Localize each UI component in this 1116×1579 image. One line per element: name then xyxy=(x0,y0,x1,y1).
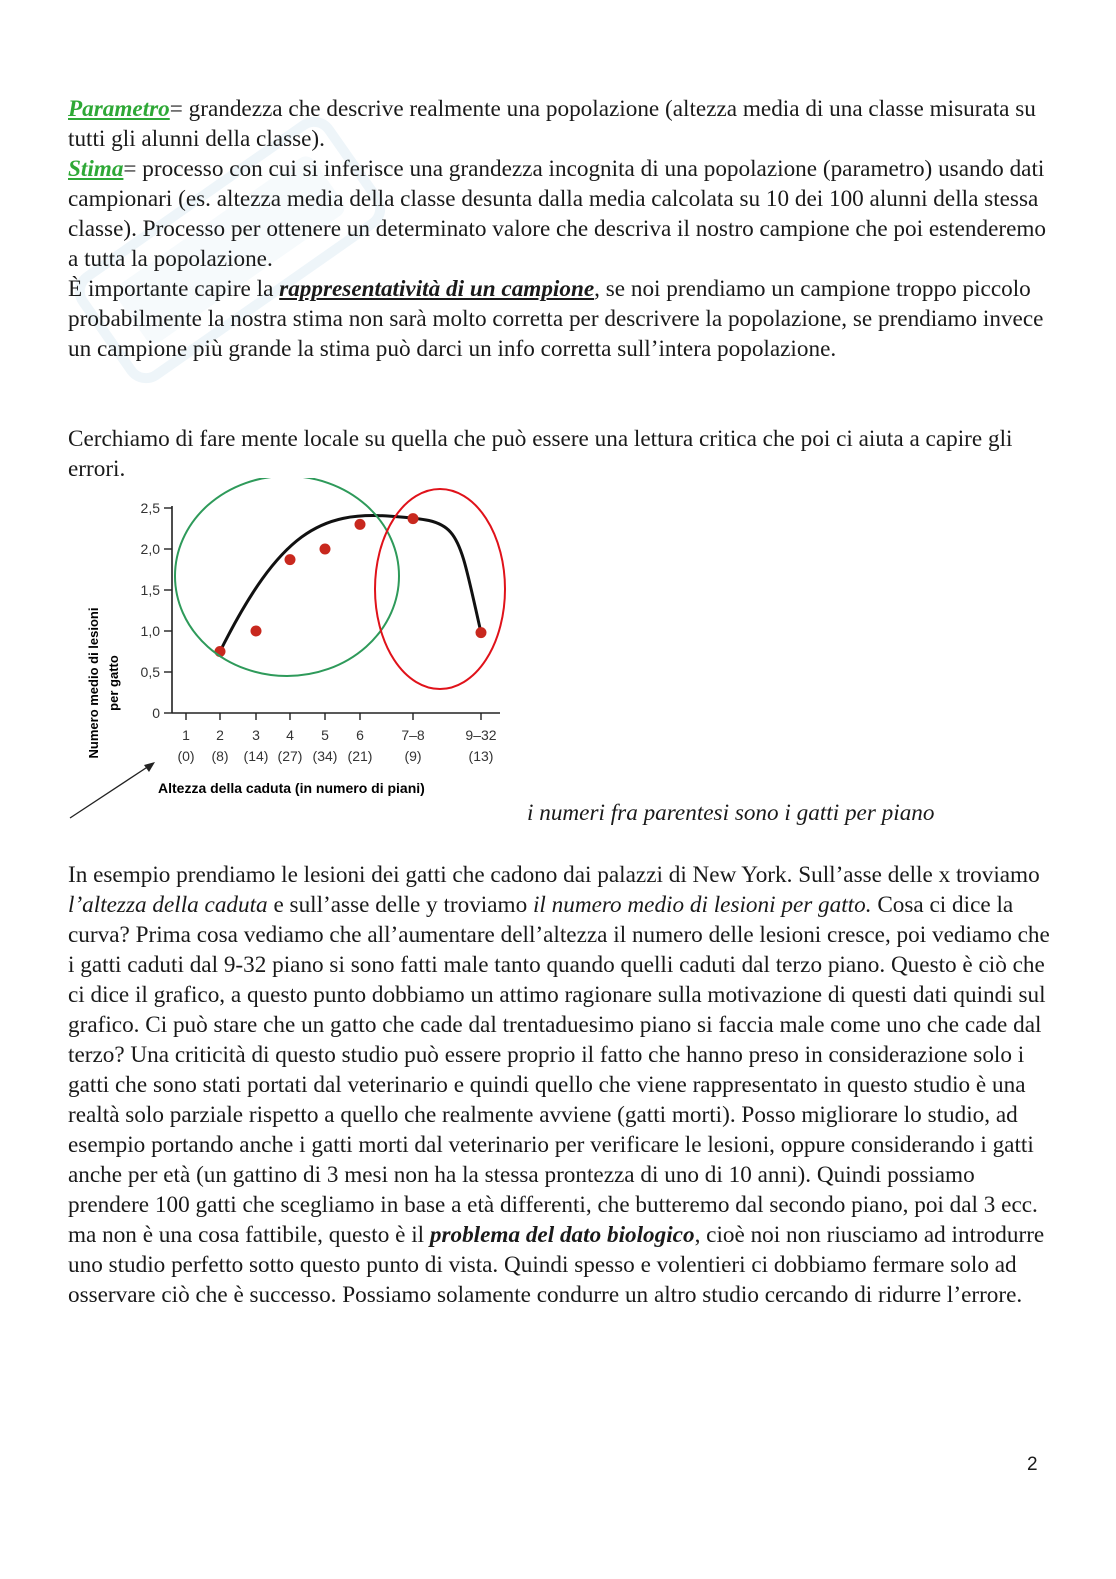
data-point xyxy=(285,554,296,565)
x-tick-label: 6 xyxy=(356,727,364,743)
x-axis-label: Altezza della caduta (in numero di piani) xyxy=(158,780,425,796)
arrow-line xyxy=(70,764,152,818)
cat-injury-chart xyxy=(60,478,520,823)
x-tick-label: 4 xyxy=(286,727,294,743)
x-count-label: (0) xyxy=(177,748,195,764)
stima-term: Stima xyxy=(68,156,124,182)
data-point xyxy=(355,519,366,530)
importante-intro: È importante capire la xyxy=(68,276,280,302)
data-point xyxy=(408,513,419,524)
page-number: 2 xyxy=(1027,1454,1038,1475)
x-tick-label: 3 xyxy=(252,727,260,743)
data-point xyxy=(251,626,262,637)
stima-definition: = processo con cui si inferisce una grandezza incognita di una popolazione (parametro) usando dati campionari (es. altezza media della classe desunta dalla media calcolata su 10 dei 100 alunni della stessa classe). Processo per ottenere un determinato valore che descriva il nostro campione che poi estenderemo a tutta la popolazione. xyxy=(68,156,1047,272)
y-axis-label-line2: per gatto xyxy=(106,655,121,711)
arrow-head xyxy=(144,762,155,772)
text-segment: In esempio prendiamo le lesioni dei gatti che cadono dai palazzi di New York. Sull’asse delle x troviamo xyxy=(68,862,1040,888)
y-tick-label: 0 xyxy=(152,705,160,721)
x-tick-label: 2 xyxy=(216,727,224,743)
x-count-label: (34) xyxy=(312,748,338,764)
y-axis-label-line1: Numero medio di lesioni xyxy=(86,607,101,759)
y-tick-label: 0,5 xyxy=(140,664,160,680)
text-segment: , cioè noi non riusciamo ad introdurre uno studio perfetto sotto questo punto di vista. Quindi spesso e volentieri ci dobbiamo fermare solo ad osservare ciò che è successo. Possiamo solamente condurre un altro studio cercando di ridurre l’errore. xyxy=(68,1222,1045,1308)
y-tick-label: 2,5 xyxy=(140,500,160,516)
x-count-label: (9) xyxy=(404,748,422,764)
x-tick-label: 9–32 xyxy=(465,727,497,743)
x-count-label: (27) xyxy=(277,748,303,764)
y-tick-label: 1,0 xyxy=(140,623,160,639)
data-point xyxy=(320,544,331,555)
red-circle-annotation xyxy=(375,489,505,689)
y-axis-term: il numero medio di lesioni per gatto. xyxy=(532,892,872,918)
parametro-term: Parametro xyxy=(68,96,170,122)
text-segment: e sull’asse delle y troviamo xyxy=(267,892,533,918)
x-tick-label: 1 xyxy=(182,727,190,743)
x-count-label: (21) xyxy=(347,748,373,764)
parametro-definition: = grandezza che descrive realmente una popolazione (altezza media di una classe misurata su tutti gli alunni della classe). xyxy=(68,96,1036,152)
data-point xyxy=(476,627,487,638)
text-segment: Cosa ci dice la curva? Prima cosa vediamo che all’aumentare dell’altezza il numero delle lesioni cresce, poi vediamo che i gatti caduti dal 9-32 piano si sono fatti male tanto quando quelli caduti dal terzo piano. Questo è ciò che ci dice il grafico, a questo punto dobbiamo un attimo ragionare sulla motivazione di questi dati quindi sul grafico. Ci può stare che un gatto che cade dal trentaduesimo piano si faccia male come uno che cade dal terzo? Una criticità di questo studio può essere proprio il fatto che hanno preso in considerazione solo i gatti che sono stati portati dal veterinario e quindi quello che viene rappresentato in questo studio è una realtà solo parziale rispetto a quello che realmente avviene (gatti morti). Posso migliorare lo studio, ad esempio portando anche i gatti morti dal veterinario per verificare le lesioni, oppure considerando i gatti anche per età (un gattino di 3 mesi non ha la stessa prontezza di uno di 10 anni). Quindi possiamo prendere 100 gatti che scegliamo in base a età differenti, che butteremo dal secondo piano, poi dal 3 ecc. ma non è una cosa fattibile, questo è il xyxy=(68,892,1050,1248)
y-tick-label: 1,5 xyxy=(140,582,160,598)
intro-paragraph: Cerchiamo di fare mente locale su quella che può essere una lettura critica che poi ci aiuta a capire gli errori. xyxy=(68,426,1013,482)
chart-caption: i numeri fra parentesi sono i gatti per piano xyxy=(527,800,935,826)
x-axis-term: l’altezza della caduta xyxy=(68,892,268,918)
x-tick-label: 5 xyxy=(321,727,329,743)
x-tick-label: 7–8 xyxy=(401,727,425,743)
x-count-label: (8) xyxy=(211,748,229,764)
importante-text: , se noi prendiamo un campione troppo piccolo probabilmente la nostra stima non sarà molto corretta per descrivere la popolazione, se prendiamo invece un campione più grande la stima può darci un info corretta sull’intera popolazione. xyxy=(68,276,1044,362)
y-tick-label: 2,0 xyxy=(140,541,160,557)
definitions-paragraph xyxy=(68,94,1058,364)
explanation-paragraph xyxy=(68,860,1058,1310)
x-count-label: (14) xyxy=(243,748,269,764)
rappresentativita-term: rappresentatività di un campione xyxy=(279,276,595,302)
problema-dato-biologico-term: problema del dato biologico xyxy=(429,1222,695,1248)
x-count-label: (13) xyxy=(468,748,494,764)
green-circle-annotation xyxy=(175,478,399,676)
